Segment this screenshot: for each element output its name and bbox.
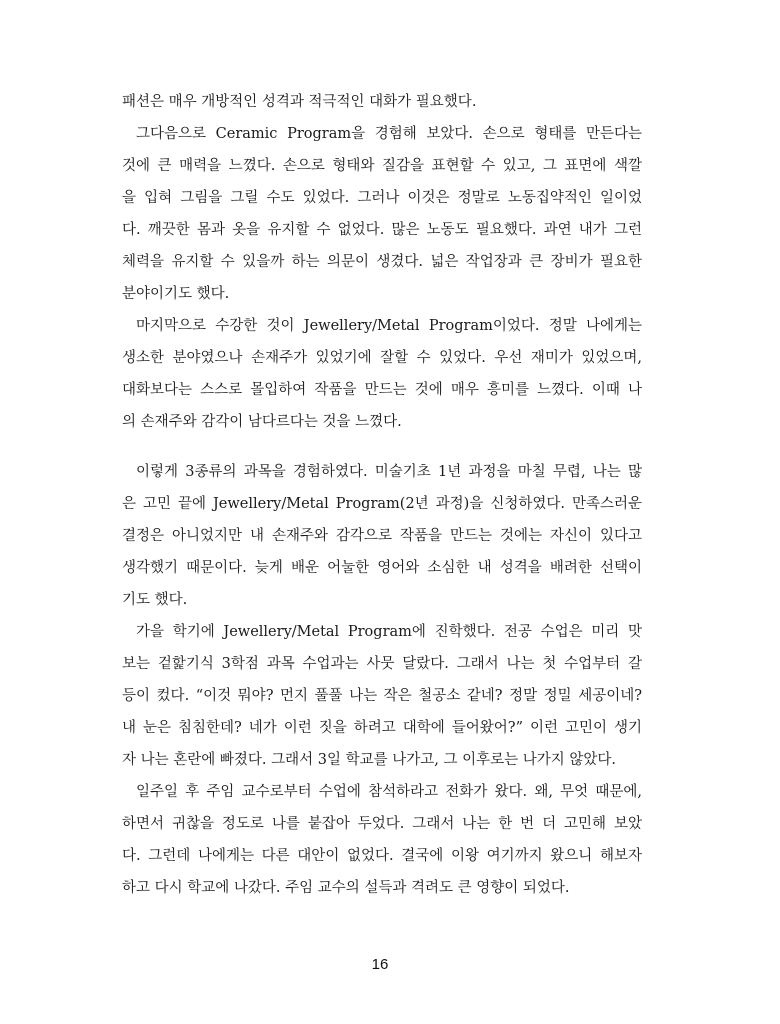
text-line: 다. 그런데 나에게는 다른 대안이 없었다. 결국에 이왕 여기까지 왔으니 해보자 <box>122 848 642 864</box>
text-line: 생소한 분야였으나 손재주가 있었기에 잘할 수 있었다. 우선 재미가 있었으며, <box>122 350 642 366</box>
text-line: 내 눈은 침침한데? 네가 이런 짓을 하려고 대학에 들어왔어?” 이런 고민이 생기 <box>122 720 642 736</box>
text-line: 등이 컸다. “이것 뭐야? 먼지 풀풀 나는 작은 철공소 같네? 정말 정밀 세공이네? <box>122 688 642 704</box>
text-line: 이렇게 3종류의 과목을 경험하였다. 미술기초 1년 과정을 마칠 무렵, 나는 많 <box>136 464 642 480</box>
text-line: 자 나는 혼란에 빠졌다. 그래서 3일 학교를 나가고, 그 이후로는 나가지 않았다. <box>122 752 616 768</box>
text-section-2 <box>122 456 642 904</box>
text-line: 다. 깨끗한 몸과 옷을 유지할 수 없었다. 많은 노동도 필요했다. 과연 내가 그런 <box>122 222 642 238</box>
text-line: 하면서 귀찮을 정도로 나를 붙잡아 두었다. 그래서 나는 한 번 더 고민해 보았 <box>122 816 642 832</box>
text-line: 그다음으로 Ceramic Program을 경험해 보았다. 손으로 형태를 만든다는 <box>136 126 642 142</box>
text-line: 보는 겉핥기식 3학점 과목 수업과는 사뭇 달랐다. 그래서 나는 첫 수업부터 갈 <box>122 656 642 672</box>
text-line: 마지막으로 수강한 것이 Jewellery/Metal Program이었다. 정말 나에게는 <box>136 318 642 334</box>
text-line: 대화보다는 스스로 몰입하여 작품을 만드는 것에 매우 흥미를 느꼈다. 이때 나 <box>122 382 642 398</box>
text-line: 패션은 매우 개방적인 성격과 적극적인 대화가 필요했다. <box>122 94 477 110</box>
page-number: 16 <box>371 956 389 973</box>
paragraph <box>122 86 642 118</box>
text-line: 체력을 유지할 수 있을까 하는 의문이 생겼다. 넓은 작업장과 큰 장비가 필요한 <box>122 254 642 270</box>
text-section-1 <box>122 86 642 438</box>
text-line: 하고 다시 학교에 나갔다. 주임 교수의 설득과 격려도 큰 영향이 되었다. <box>122 880 570 896</box>
text-line: 결정은 아니었지만 내 손재주와 감각으로 작품을 만드는 것에는 자신이 있다고 <box>122 528 642 544</box>
paragraph <box>122 776 642 904</box>
text-line: 을 입혀 그림을 그릴 수도 있었다. 그러나 이것은 정말로 노동집약적인 일이었 <box>122 190 642 206</box>
text-line: 분야이기도 했다. <box>122 286 230 302</box>
text-line: 일주일 후 주임 교수로부터 수업에 참석하라고 전화가 왔다. 왜, 무엇 때문에, <box>136 784 642 800</box>
text-line: 기도 했다. <box>122 592 188 608</box>
text-line: 것에 큰 매력을 느꼈다. 손으로 형태와 질감을 표현할 수 있고, 그 표면에 색깔 <box>122 158 642 174</box>
text-line: 가을 학기에 Jewellery/Metal Program에 진학했다. 전공 수업은 미리 맛 <box>136 624 642 640</box>
text-line: 은 고민 끝에 Jewellery/Metal Program(2년 과정)을 신청하였다. 만족스러운 <box>122 496 642 512</box>
paragraph <box>122 616 642 776</box>
paragraph <box>122 118 642 310</box>
paragraph <box>122 310 642 438</box>
paragraph <box>122 456 642 616</box>
text-line: 생각했기 때문이다. 늦게 배운 어눌한 영어와 소심한 내 성격을 배려한 선택이 <box>122 560 642 576</box>
text-line: 의 손재주와 감각이 남다르다는 것을 느꼈다. <box>122 414 402 430</box>
